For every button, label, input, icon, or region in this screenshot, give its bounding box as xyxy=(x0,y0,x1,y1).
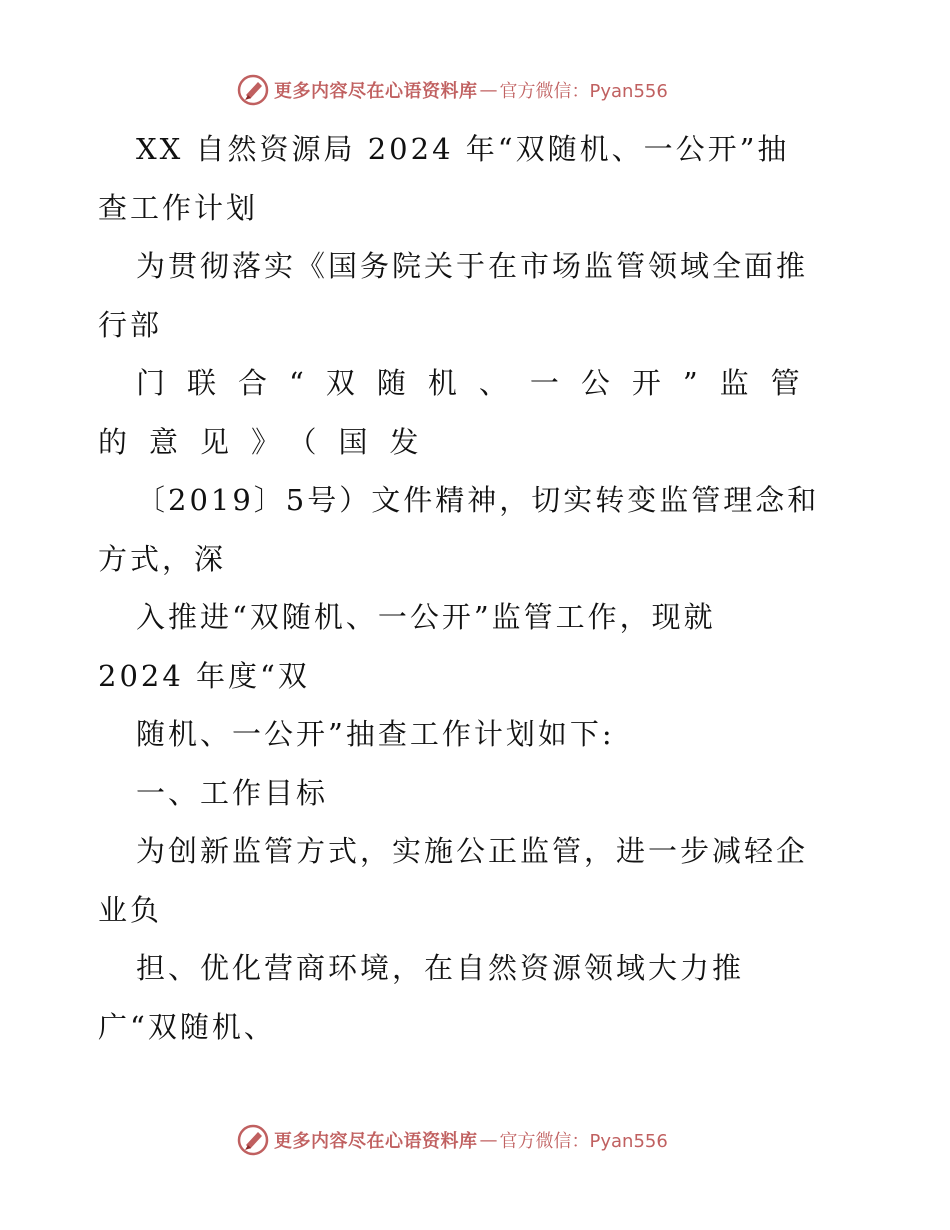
pen-seal-icon xyxy=(236,1123,270,1157)
paragraph-line: 为创新监管方式，实施公正监管，进一步减轻企 xyxy=(136,834,809,868)
paragraph-line: 方式，深 xyxy=(98,541,227,576)
document-body xyxy=(98,120,858,1056)
watermark-text: 更多内容尽在心语资料库 xyxy=(274,1131,478,1152)
paragraph-line: 广“双随机、 xyxy=(98,1009,276,1044)
paragraph-line: 为贯彻落实《国务院关于在市场监管领域全面推 xyxy=(136,249,809,283)
watermark-header xyxy=(236,72,716,108)
watermark-contact: 官方微信：Pyan556 xyxy=(499,81,668,102)
paragraph-line: 的意见》（国发 xyxy=(98,424,441,459)
watermark-separator: — xyxy=(479,79,498,101)
paragraph-line: 行部 xyxy=(98,307,163,342)
paragraph-line: 2024 年度“双 xyxy=(98,658,310,693)
watermark-contact: 官方微信：Pyan556 xyxy=(499,1131,668,1152)
paragraph-line: 入推进“双随机、一公开”监管工作，现就 xyxy=(136,600,716,634)
paragraph-line: 担、优化营商环境，在自然资源领域大力推 xyxy=(136,951,745,985)
paragraph-line: 随机、一公开”抽查工作计划如下: xyxy=(136,717,615,751)
paragraph-line: 〔2019〕5号）文件精神，切实转变监管理念和 xyxy=(136,483,820,517)
section-heading: 一、工作目标 xyxy=(136,775,329,810)
title-line-2: 查工作计划 xyxy=(98,190,259,225)
watermark-text: 更多内容尽在心语资料库 xyxy=(274,81,478,102)
title-line-1: XX 自然资源局 2024 年“双随机、一公开”抽 xyxy=(136,132,790,166)
paragraph-line: 门联合“双随机、一公开”监管 xyxy=(136,366,822,400)
watermark-footer xyxy=(236,1122,716,1158)
paragraph-line: 业负 xyxy=(98,892,163,927)
watermark-separator: — xyxy=(479,1129,498,1151)
pen-seal-icon xyxy=(236,73,270,107)
